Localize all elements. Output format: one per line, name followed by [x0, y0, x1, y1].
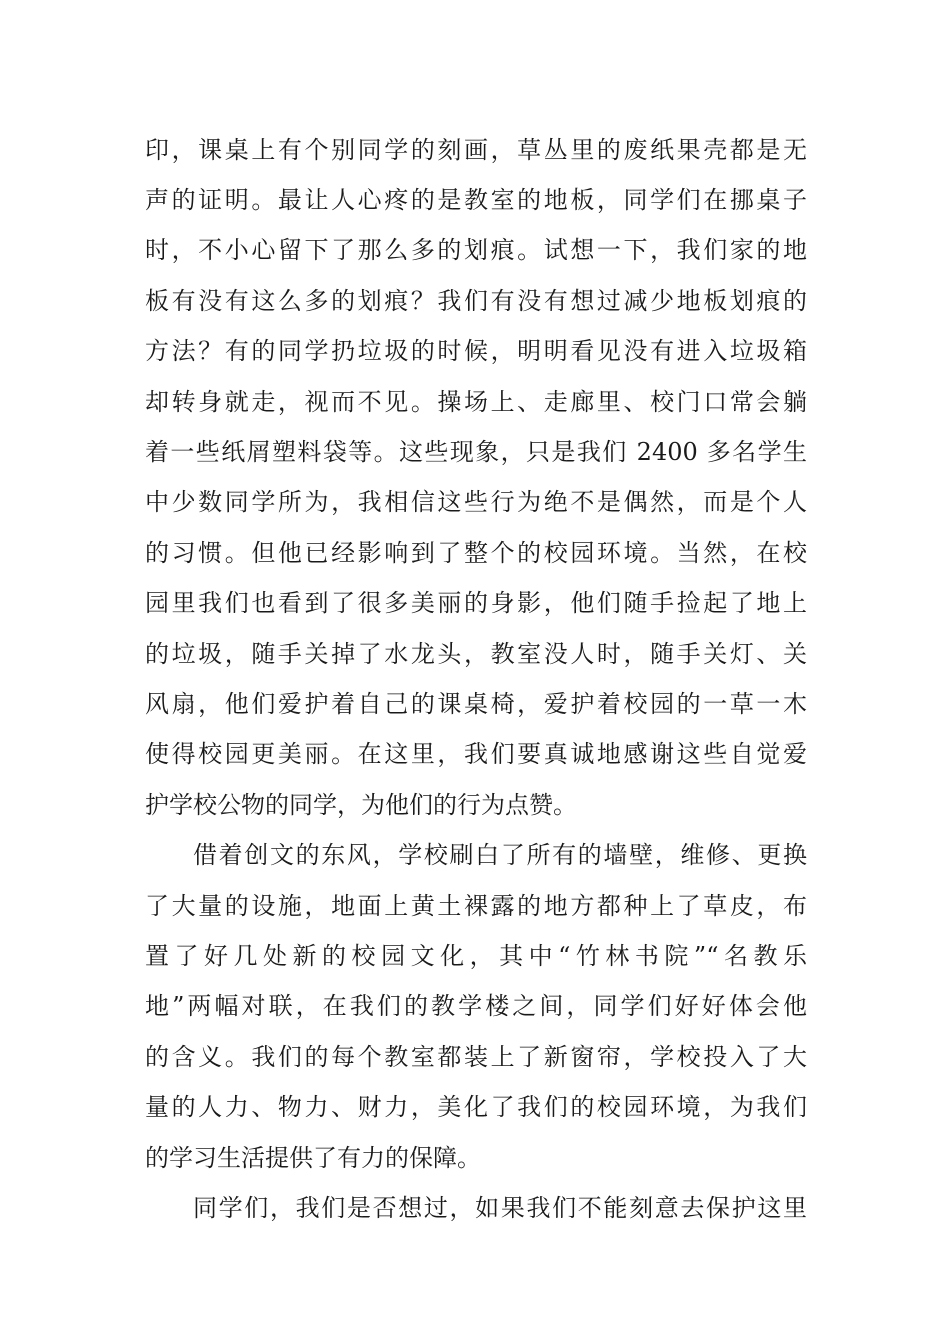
- text-line: 风扇，他们爱护着自己的课桌椅，爱护着校园的一草一木: [145, 690, 807, 718]
- text-line: 量的人力、物力、财力，美化了我们的校园环境，为我们: [145, 1093, 807, 1121]
- text-line: 印，课桌上有个别同学的刻画，草丛里的废纸果壳都是无: [145, 136, 807, 164]
- text-line: 的习惯。但他已经影响到了整个的校园环境。当然，在校: [145, 539, 807, 567]
- text-line: 园里我们也看到了很多美丽的身影，他们随手捡起了地上: [145, 589, 807, 617]
- text-line: 方法？有的同学扔垃圾的时候，明明看见没有进入垃圾箱: [145, 337, 807, 365]
- paragraph-start-line: 同学们，我们是否想过，如果我们不能刻意去保护这里: [193, 1194, 807, 1222]
- paragraph-start-line: 借着创文的东风，学校刷白了所有的墙壁，维修、更换: [193, 841, 807, 869]
- paragraph-end-line: 的学习生活提供了有力的保障。: [145, 1144, 481, 1172]
- text-line: 的含义。我们的每个教室都装上了新窗帘，学校投入了大: [145, 1043, 807, 1071]
- text-line: 使得校园更美丽。在这里，我们要真诚地感谢这些自觉爱: [145, 740, 807, 768]
- text-line: 板有没有这么多的划痕？我们有没有想过减少地板划痕的: [145, 287, 807, 315]
- text-line: 中少数同学所为，我相信这些行为绝不是偶然，而是个人: [145, 488, 807, 516]
- text-line: 时，不小心留下了那么多的划痕。试想一下，我们家的地: [145, 236, 807, 264]
- text-line: 了大量的设施，地面上黄土裸露的地方都种上了草皮，布: [145, 892, 807, 920]
- paragraph-end-line: 护学校公物的同学，为他们的行为点赞。: [145, 791, 577, 819]
- text-line: 置了好几处新的校园文化，其中“竹林书院”“名教乐: [145, 942, 807, 970]
- text-line: 却转身就走，视而不见。操场上、走廊里、校门口常会躺: [145, 388, 807, 416]
- text-line: 地”两幅对联，在我们的教学楼之间，同学们好好体会他: [145, 992, 807, 1020]
- text-line: 的垃圾，随手关掉了水龙头，教室没人时，随手关灯、关: [145, 640, 807, 668]
- text-line: 声的证明。最让人心疼的是教室的地板，同学们在挪桌子: [145, 186, 807, 214]
- text-line: 着一些纸屑塑料袋等。这些现象，只是我们 2400 多名学生: [145, 438, 807, 466]
